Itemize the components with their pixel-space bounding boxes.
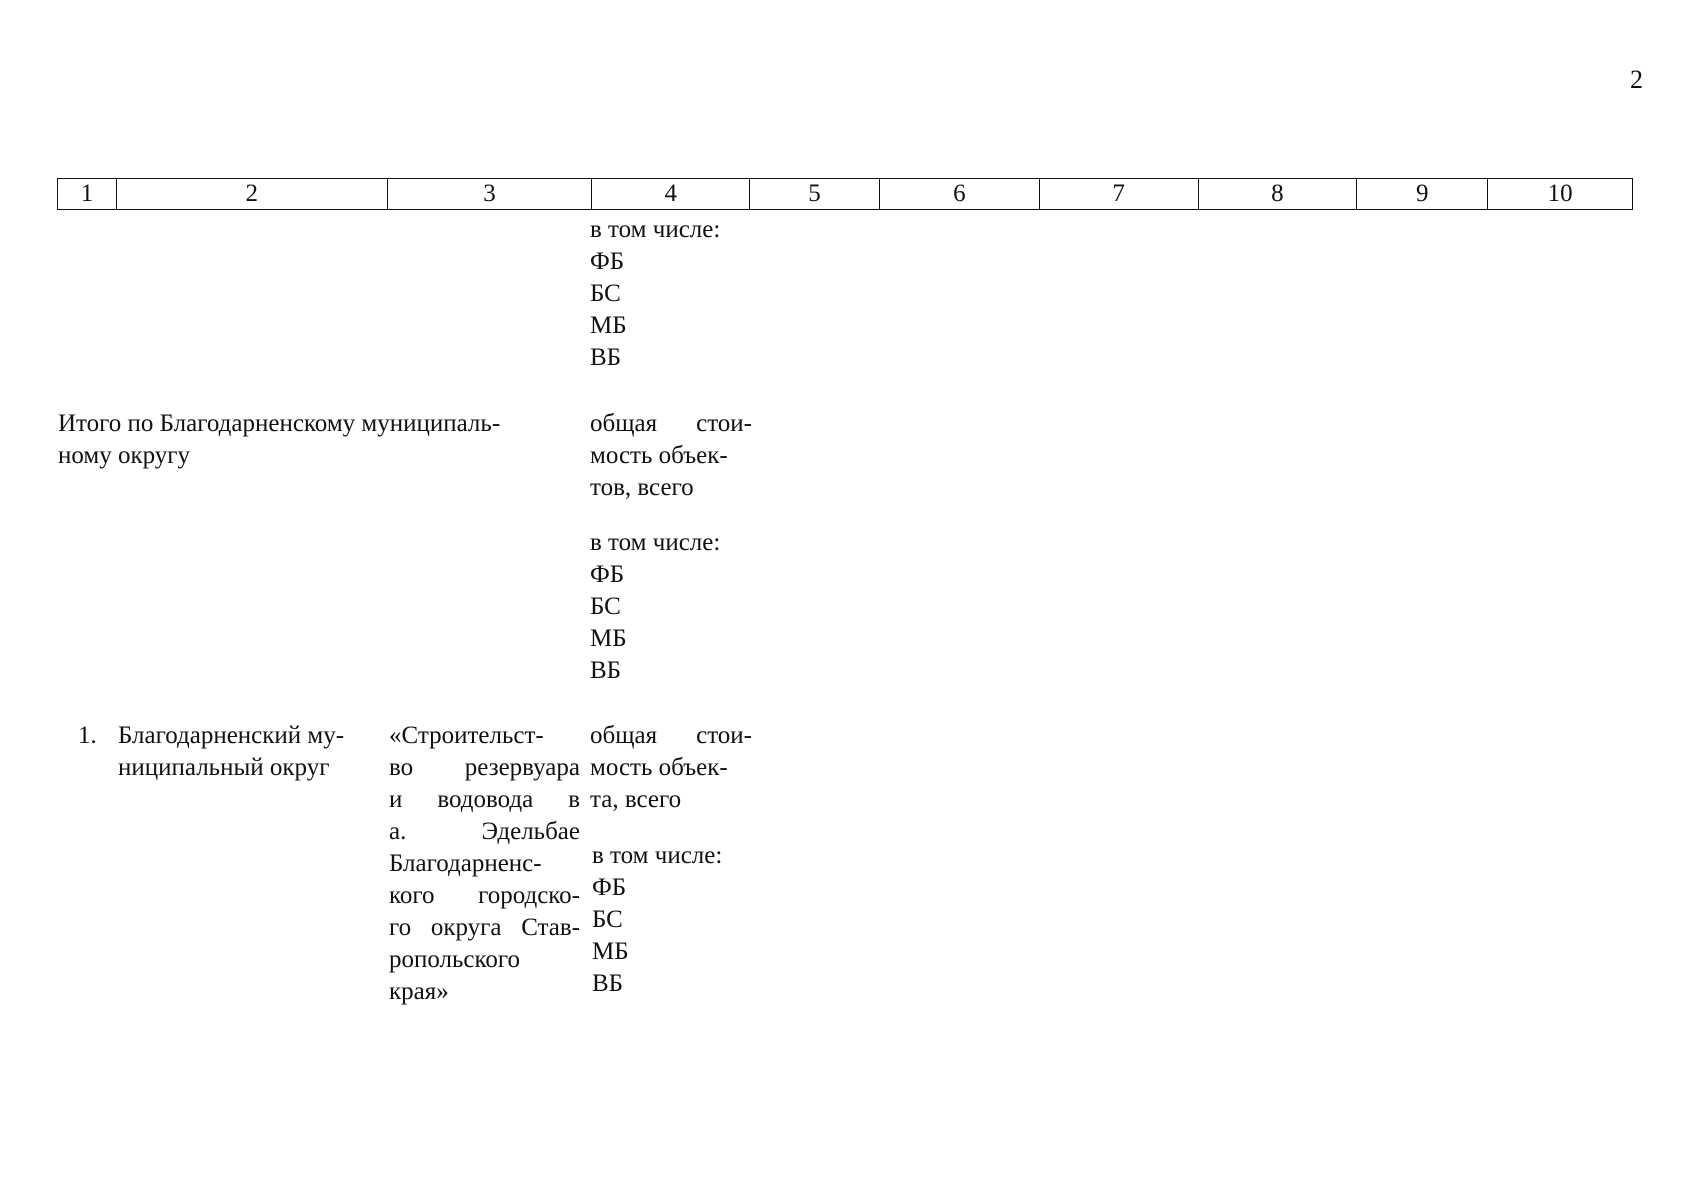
total-cost-label: общая стои- мость объек- та, всего [590, 722, 752, 813]
col-9-header: 9 [1356, 179, 1487, 209]
object-name: «Строительст- во резервуара и водовода в а. Эдельбае Благодарненс- кого городско- го округа Став- ропольского края» [389, 722, 580, 1005]
total-title-line-1: Итого по Благодарненскому муниципаль- [58, 410, 501, 437]
fund-label: ФБ [590, 561, 625, 588]
fund-label: БС [592, 906, 623, 933]
fund-label: МБ [590, 625, 627, 652]
fund-label: МБ [590, 312, 627, 339]
fund-label: БС [590, 593, 621, 620]
fund-label: ВБ [590, 657, 622, 684]
including-label: в том числе: [590, 216, 721, 243]
col-6-header: 6 [879, 179, 1039, 209]
col-10-header: 10 [1487, 179, 1632, 209]
item-number: 1. [78, 722, 97, 749]
including-label: в том числе: [590, 529, 721, 556]
col-5-header: 5 [749, 179, 879, 209]
col-2-header: 2 [116, 179, 387, 209]
fund-label: ВБ [590, 344, 622, 371]
including-label: в том числе: [592, 842, 723, 869]
col-4-header: 4 [591, 179, 749, 209]
fund-label: БС [590, 280, 621, 307]
column-number-header [57, 178, 1633, 210]
total-title-line-2: ному округу [58, 442, 191, 469]
fund-label: ВБ [592, 970, 624, 997]
col-3-header: 3 [387, 179, 592, 209]
page-number: 2 [1630, 65, 1643, 94]
fund-label: ФБ [592, 874, 627, 901]
col-8-header: 8 [1198, 179, 1357, 209]
col-1-header: 1 [80, 180, 94, 207]
col-7-header: 7 [1039, 179, 1198, 209]
fund-label: ФБ [590, 248, 625, 275]
municipality-name: Благодарненский му- ниципальный округ [118, 722, 345, 781]
fund-label: МБ [592, 938, 629, 965]
total-cost-label: общая стои- мость объек- тов, всего [590, 410, 752, 501]
